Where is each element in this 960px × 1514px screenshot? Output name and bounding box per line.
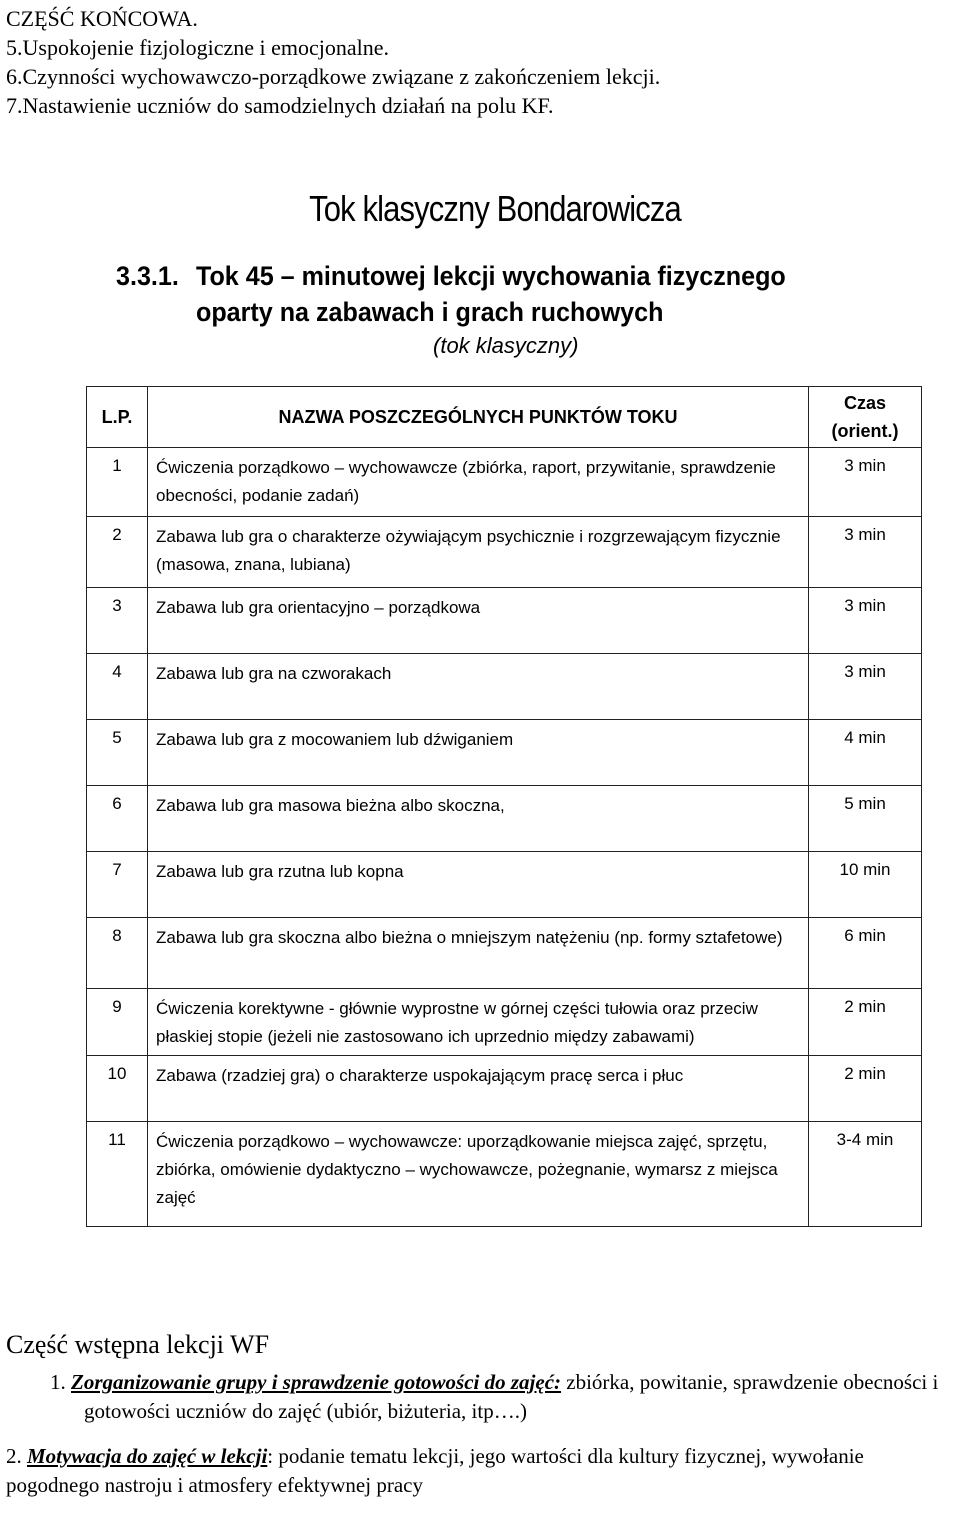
row-number: 3 xyxy=(87,588,148,654)
section-title-line1: Tok 45 – minutowej lekcji wychowania fizycznego xyxy=(195,261,786,291)
list-item: 5.Uspokojenie fizjologiczne i emocjonalne. xyxy=(6,35,390,60)
intro-item-number: 1. xyxy=(50,1370,66,1394)
row-time: 4 min xyxy=(809,720,922,786)
header-time xyxy=(809,387,922,448)
intro-item xyxy=(6,1368,956,1426)
table-row xyxy=(87,654,922,720)
row-time: 5 min xyxy=(809,786,922,852)
list-item: 6.Czynności wychowawczo-porządkowe związane z zakończeniem lekcji. xyxy=(6,64,661,89)
table-header-row xyxy=(87,387,922,448)
row-description: Zabawa (rzadziej gra) o charakterze uspokajającym pracę serca i płuc xyxy=(148,1056,809,1122)
row-description: Ćwiczenia porządkowo – wychowawcze: uporządkowanie miejsca zajęć, sprzętu, zbiórka, omówienie dydaktyczno – wychowawcze, pożegnanie, wymarsz z miejsca zajęć xyxy=(148,1122,809,1227)
row-time: 3 min xyxy=(809,517,922,588)
table-row xyxy=(87,852,922,918)
header-lp: L.P. xyxy=(87,387,148,448)
row-description: Ćwiczenia porządkowo – wychowawcze (zbiórka, raport, przywitanie, sprawdzenie obecności, podanie zadań) xyxy=(148,448,809,517)
row-number: 1 xyxy=(87,448,148,517)
row-description: Zabawa lub gra skoczna albo bieżna o mniejszym natężeniu (np. formy sztafetowe) xyxy=(148,918,809,989)
top-list xyxy=(6,4,660,120)
table-row xyxy=(87,918,922,989)
header-time-line1: Czas xyxy=(843,393,887,413)
row-description: Zabawa lub gra z mocowaniem lub dźwiganiem xyxy=(148,720,809,786)
row-number: 2 xyxy=(87,517,148,588)
row-description: Zabawa lub gra orientacyjno – porządkowa xyxy=(148,588,809,654)
document-title: Tok klasyczny Bondarowicza xyxy=(309,188,681,229)
row-time: 2 min xyxy=(809,989,922,1056)
intro-item-number: 2. xyxy=(6,1444,22,1468)
intro-item-term: Zorganizowanie grupy i sprawdzenie gotowości do zajęć: xyxy=(71,1370,562,1394)
row-time: 3 min xyxy=(809,448,922,517)
intro-item xyxy=(6,1442,956,1500)
row-description: Zabawa lub gra na czworakach xyxy=(148,654,809,720)
row-time: 2 min xyxy=(809,1056,922,1122)
row-time: 3 min xyxy=(809,654,922,720)
row-number: 4 xyxy=(87,654,148,720)
row-number: 9 xyxy=(87,989,148,1056)
row-number: 6 xyxy=(87,786,148,852)
section-number: 3.3.1. xyxy=(116,261,179,291)
table-row xyxy=(87,786,922,852)
intro-list xyxy=(6,1368,956,1500)
table-row xyxy=(87,448,922,517)
row-description: Zabawa lub gra o charakterze ożywiającym psychicznie i rozgrzewającym fizycznie (masowa, znana, lubiana) xyxy=(148,517,809,588)
row-number: 5 xyxy=(87,720,148,786)
row-description: Zabawa lub gra masowa bieżna albo skoczna, xyxy=(148,786,809,852)
intro-item-text: zbiórka, powitanie, sprawdzenie obecności i gotowości uczniów do zajęć (ubiór, biżuteria, itp….) xyxy=(84,1370,939,1423)
row-time: 6 min xyxy=(809,918,922,989)
intro-item-text: : podanie tematu lekcji, jego wartości dla kultury fizycznej, wywołanie pogodnego nastroju i atmosfery efektywnej pracy xyxy=(6,1444,864,1497)
header-name: NAZWA POSZCZEGÓLNYCH PUNKTÓW TOKU xyxy=(148,387,809,448)
row-number: 8 xyxy=(87,918,148,989)
row-time: 3 min xyxy=(809,588,922,654)
lesson-table xyxy=(86,386,922,1227)
row-number: 10 xyxy=(87,1056,148,1122)
table-row xyxy=(87,720,922,786)
row-number: 7 xyxy=(87,852,148,918)
table-row xyxy=(87,517,922,588)
table-row xyxy=(87,588,922,654)
row-time: 3-4 min xyxy=(809,1122,922,1227)
row-description: Zabawa lub gra rzutna lub kopna xyxy=(148,852,809,918)
table-row xyxy=(87,989,922,1056)
section-subtitle: (tok klasyczny) xyxy=(433,333,579,358)
part-heading: CZĘŚĆ KOŃCOWA. xyxy=(6,6,198,31)
row-number: 11 xyxy=(87,1122,148,1227)
table-row xyxy=(87,1122,922,1227)
list-item: 7.Nastawienie uczniów do samodzielnych działań na polu KF. xyxy=(6,93,554,118)
section-heading xyxy=(116,258,786,330)
intro-heading: Część wstępna lekcji WF xyxy=(6,1330,270,1359)
section-title-line2: oparty na zabawach i grach ruchowych xyxy=(195,297,664,327)
header-time-line2: (orient.) xyxy=(831,421,899,441)
row-description: Ćwiczenia korektywne - głównie wyprostne w górnej części tułowia oraz przeciw płaskiej stopie (jeżeli nie zastosowano ich uprzednio między zabawami) xyxy=(148,989,809,1056)
table-row xyxy=(87,1056,922,1122)
intro-item-term: Motywacja do zajęć w lekcji xyxy=(27,1444,268,1468)
row-time: 10 min xyxy=(809,852,922,918)
